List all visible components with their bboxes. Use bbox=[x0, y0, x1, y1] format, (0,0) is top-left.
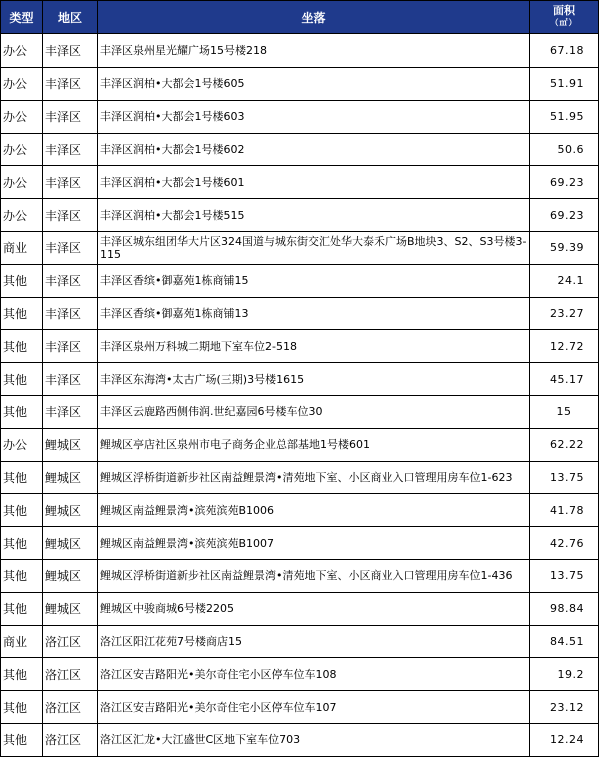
area-cell: 23.12 bbox=[530, 691, 599, 724]
district-cell: 丰泽区 bbox=[43, 68, 98, 101]
table-row bbox=[1, 592, 599, 625]
location-cell: 丰泽区泉州星光耀广场15号楼218 bbox=[98, 34, 530, 68]
header-area bbox=[530, 1, 599, 34]
table-row bbox=[1, 297, 599, 330]
type-cell: 办公 bbox=[1, 199, 43, 232]
area-cell: 69.23 bbox=[530, 199, 599, 232]
district-cell: 洛江区 bbox=[43, 723, 98, 756]
table-row bbox=[1, 68, 599, 101]
area-cell: 51.91 bbox=[530, 68, 599, 101]
location-cell: 鲤城区南益鲤景湾•滨苑滨苑B1007 bbox=[98, 527, 530, 560]
district-cell: 丰泽区 bbox=[43, 330, 98, 363]
type-cell: 其他 bbox=[1, 330, 43, 363]
district-cell: 洛江区 bbox=[43, 658, 98, 691]
location-cell: 鲤城区浮桥街道新步社区南益鲤景湾•清苑地下室、小区商业入口管理用房车位1-436 bbox=[98, 559, 530, 592]
type-cell: 办公 bbox=[1, 100, 43, 133]
district-cell: 鲤城区 bbox=[43, 461, 98, 494]
type-cell: 其他 bbox=[1, 592, 43, 625]
area-cell: 19.2 bbox=[530, 658, 599, 691]
district-cell: 丰泽区 bbox=[43, 363, 98, 396]
type-cell: 其他 bbox=[1, 297, 43, 330]
area-cell: 15 bbox=[530, 395, 599, 428]
district-cell: 鲤城区 bbox=[43, 494, 98, 527]
header-district: 地区 bbox=[43, 1, 98, 34]
area-cell: 50.6 bbox=[530, 133, 599, 166]
district-cell: 洛江区 bbox=[43, 625, 98, 658]
area-cell: 12.72 bbox=[530, 330, 599, 363]
location-cell: 鲤城区南益鲤景湾•滨苑滨苑B1006 bbox=[98, 494, 530, 527]
type-cell: 其他 bbox=[1, 559, 43, 592]
table-row bbox=[1, 133, 599, 166]
header-area-label: 面积 bbox=[553, 4, 575, 17]
area-cell: 69.23 bbox=[530, 166, 599, 199]
district-cell: 鲤城区 bbox=[43, 592, 98, 625]
location-cell: 丰泽区润柏•大都会1号楼602 bbox=[98, 133, 530, 166]
location-cell: 丰泽区城东组团华大片区324国道与城东街交汇处华大泰禾广场B地块3、S2、S3号楼3-115 bbox=[98, 231, 530, 264]
district-cell: 丰泽区 bbox=[43, 34, 98, 68]
table-row bbox=[1, 494, 599, 527]
header-type: 类型 bbox=[1, 1, 43, 34]
area-cell: 45.17 bbox=[530, 363, 599, 396]
table-row bbox=[1, 527, 599, 560]
location-cell: 洛江区安吉路阳光•美尔奇住宅小区停车位车108 bbox=[98, 658, 530, 691]
location-cell: 丰泽区润柏•大都会1号楼603 bbox=[98, 100, 530, 133]
district-cell: 丰泽区 bbox=[43, 395, 98, 428]
district-cell: 丰泽区 bbox=[43, 297, 98, 330]
type-cell: 其他 bbox=[1, 461, 43, 494]
location-cell: 丰泽区香缤•御嘉苑1栋商铺13 bbox=[98, 297, 530, 330]
type-cell: 办公 bbox=[1, 428, 43, 461]
type-cell: 办公 bbox=[1, 133, 43, 166]
type-cell: 商业 bbox=[1, 625, 43, 658]
district-cell: 丰泽区 bbox=[43, 264, 98, 297]
district-cell: 洛江区 bbox=[43, 691, 98, 724]
area-cell: 62.22 bbox=[530, 428, 599, 461]
district-cell: 鲤城区 bbox=[43, 559, 98, 592]
area-cell: 42.76 bbox=[530, 527, 599, 560]
district-cell: 丰泽区 bbox=[43, 166, 98, 199]
table-row bbox=[1, 625, 599, 658]
table-row bbox=[1, 395, 599, 428]
location-cell: 丰泽区润柏•大都会1号楼605 bbox=[98, 68, 530, 101]
table-row bbox=[1, 428, 599, 461]
table-row bbox=[1, 166, 599, 199]
table-row bbox=[1, 34, 599, 68]
table-row bbox=[1, 658, 599, 691]
header-area-unit: （㎡） bbox=[550, 18, 578, 27]
area-cell: 13.75 bbox=[530, 559, 599, 592]
area-cell: 41.78 bbox=[530, 494, 599, 527]
area-cell: 84.51 bbox=[530, 625, 599, 658]
type-cell: 办公 bbox=[1, 68, 43, 101]
area-cell: 59.39 bbox=[530, 231, 599, 264]
table-row bbox=[1, 100, 599, 133]
type-cell: 商业 bbox=[1, 231, 43, 264]
type-cell: 其他 bbox=[1, 494, 43, 527]
district-cell: 鲤城区 bbox=[43, 428, 98, 461]
header-row bbox=[1, 1, 599, 34]
area-cell: 67.18 bbox=[530, 34, 599, 68]
district-cell: 鲤城区 bbox=[43, 527, 98, 560]
location-cell: 丰泽区云鹿路西侧伟润.世纪嘉园6号楼车位30 bbox=[98, 395, 530, 428]
location-cell: 洛江区阳江花苑7号楼商店15 bbox=[98, 625, 530, 658]
location-cell: 洛江区汇龙•大江盛世C区地下室车位703 bbox=[98, 723, 530, 756]
type-cell: 办公 bbox=[1, 166, 43, 199]
area-cell: 24.1 bbox=[530, 264, 599, 297]
area-cell: 12.24 bbox=[530, 723, 599, 756]
table-row bbox=[1, 199, 599, 232]
location-cell: 鲤城区中骏商城6号楼2205 bbox=[98, 592, 530, 625]
table-row bbox=[1, 264, 599, 297]
type-cell: 办公 bbox=[1, 34, 43, 68]
location-cell: 丰泽区香缤•御嘉苑1栋商铺15 bbox=[98, 264, 530, 297]
table-row bbox=[1, 231, 599, 264]
table-row bbox=[1, 363, 599, 396]
header-location: 坐落 bbox=[98, 1, 530, 34]
area-cell: 51.95 bbox=[530, 100, 599, 133]
table-row bbox=[1, 723, 599, 756]
location-cell: 丰泽区东海湾•太古广场(三期)3号楼1615 bbox=[98, 363, 530, 396]
location-cell: 丰泽区泉州万科城二期地下室车位2-518 bbox=[98, 330, 530, 363]
area-cell: 98.84 bbox=[530, 592, 599, 625]
location-cell: 丰泽区润柏•大都会1号楼515 bbox=[98, 199, 530, 232]
type-cell: 其他 bbox=[1, 691, 43, 724]
district-cell: 丰泽区 bbox=[43, 133, 98, 166]
table-row bbox=[1, 461, 599, 494]
type-cell: 其他 bbox=[1, 723, 43, 756]
location-cell: 丰泽区润柏•大都会1号楼601 bbox=[98, 166, 530, 199]
area-cell: 13.75 bbox=[530, 461, 599, 494]
type-cell: 其他 bbox=[1, 363, 43, 396]
district-cell: 丰泽区 bbox=[43, 199, 98, 232]
table-row bbox=[1, 691, 599, 724]
type-cell: 其他 bbox=[1, 264, 43, 297]
district-cell: 丰泽区 bbox=[43, 231, 98, 264]
type-cell: 其他 bbox=[1, 395, 43, 428]
table-row bbox=[1, 559, 599, 592]
location-cell: 洛江区安吉路阳光•美尔奇住宅小区停车位车107 bbox=[98, 691, 530, 724]
district-cell: 丰泽区 bbox=[43, 100, 98, 133]
type-cell: 其他 bbox=[1, 527, 43, 560]
area-cell: 23.27 bbox=[530, 297, 599, 330]
type-cell: 其他 bbox=[1, 658, 43, 691]
location-cell: 鲤城区浮桥街道新步社区南益鲤景湾•清苑地下室、小区商业入口管理用房车位1-623 bbox=[98, 461, 530, 494]
location-cell: 鲤城区亭店社区泉州市电子商务企业总部基地1号楼601 bbox=[98, 428, 530, 461]
table-row bbox=[1, 330, 599, 363]
